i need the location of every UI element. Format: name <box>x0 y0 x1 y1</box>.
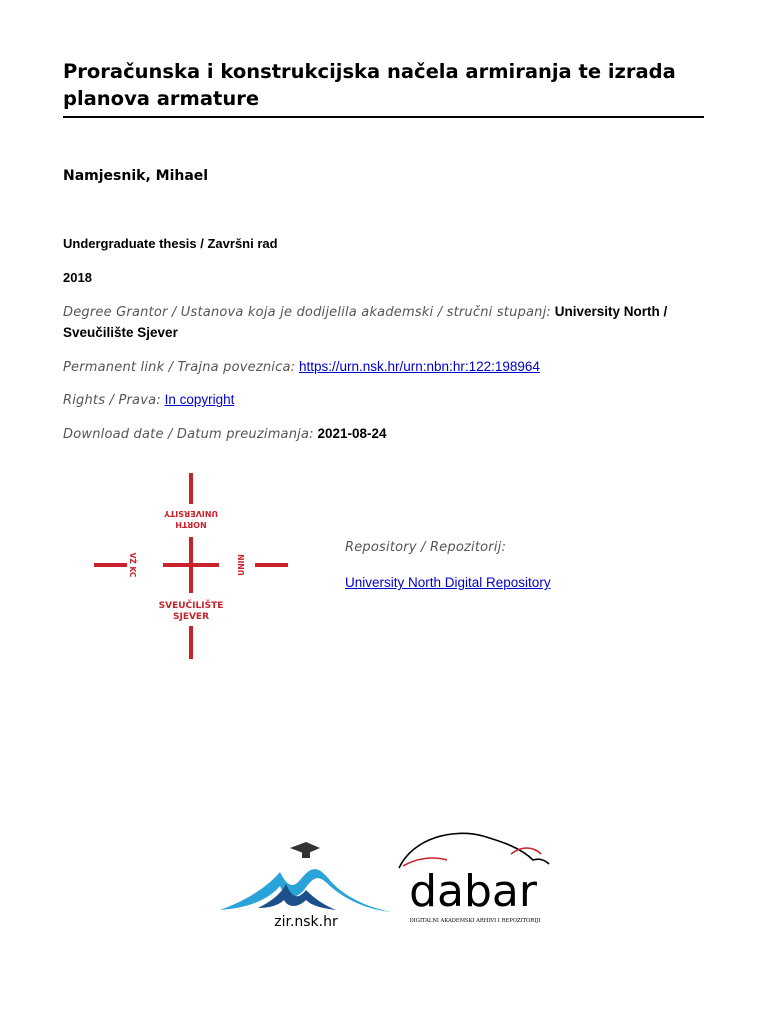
dabar-beaver-icon <box>399 833 549 868</box>
document-type: Undergraduate thesis / Završni rad <box>63 236 278 251</box>
dabar-logo-text: dabar <box>409 866 537 917</box>
document-title: Proračunska i konstrukcijska načela armiranja te izrada planova armature <box>63 60 676 110</box>
document-year: 2018 <box>63 270 92 285</box>
logo-text-vz-kc: VŽ KC <box>128 552 137 578</box>
dabar-logo <box>393 818 553 928</box>
logo-line-top <box>189 473 193 504</box>
logo-line-right <box>255 563 288 567</box>
permanent-link-row <box>63 357 703 378</box>
repository-link[interactable]: University North Digital Repository <box>345 575 551 590</box>
title-divider <box>63 116 704 118</box>
author-name: Namjesnik, Mihael <box>63 168 209 184</box>
logo-line-left <box>94 563 127 567</box>
zir-logo <box>218 838 393 930</box>
degree-grantor-row <box>63 302 703 343</box>
dabar-tagline: DIGITALNI AKADEMSKI ARHIVI I REPOZITORIJI <box>409 918 541 924</box>
rights-label: Rights / Prava: <box>63 393 161 408</box>
logo-text-unin: UNIN <box>237 554 246 576</box>
logo-text-university: UNIVERSITY <box>164 509 218 518</box>
degree-grantor-label: Degree Grantor / Ustanova koja je dodijelila akademski / stručni stupanj: <box>63 305 551 320</box>
university-north-logo <box>90 470 292 662</box>
permanent-link-label: Permanent link / Trajna poveznica: <box>63 360 296 375</box>
repository-label: Repository / Repozitorij: <box>345 540 507 555</box>
download-date-label: Download date / Datum preuzimanja: <box>63 427 314 442</box>
logo-text-sjever: SJEVER <box>172 612 210 622</box>
logo-text-north: NORTH <box>175 520 207 529</box>
logo-cross-horizontal <box>163 563 219 567</box>
degree-grantor-value: University North / Sveučilište Sjever <box>63 304 668 340</box>
download-date-value: 2021-08-24 <box>317 426 387 441</box>
permanent-link[interactable]: https://urn.nsk.hr/urn:nbn:hr:122:198964 <box>298 359 540 374</box>
zir-logo-text: zir.nsk.hr <box>274 914 338 930</box>
download-date-row <box>63 424 703 445</box>
rights-link[interactable]: In copyright <box>164 392 235 407</box>
logo-line-bottom <box>189 626 193 659</box>
rights-row <box>63 390 703 411</box>
logo-text-sveuciliste: SVEUČILIŠTE <box>158 601 224 611</box>
